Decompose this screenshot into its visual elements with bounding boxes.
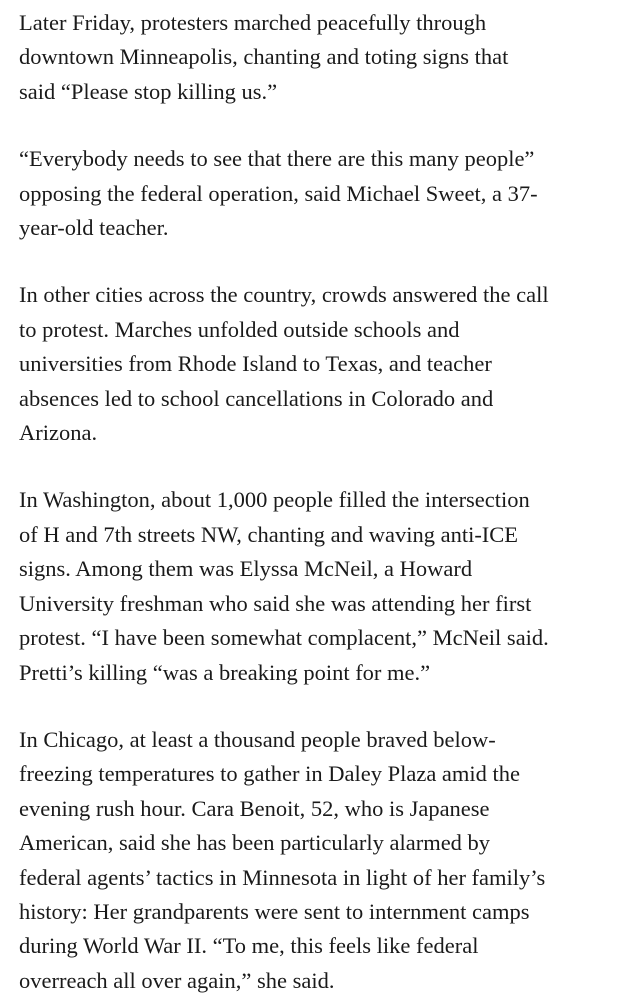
text-line: overreach all over again,” she said. bbox=[19, 967, 335, 993]
paragraph-4 bbox=[19, 483, 619, 689]
text-line: In other cities across the country, crowds answered the call bbox=[19, 282, 549, 308]
text-line: American, said she has been particularly alarmed by bbox=[19, 830, 491, 856]
text-line: University freshman who said she was attending her first bbox=[19, 590, 532, 616]
text-line: Pretti’s killing “was a breaking point for me.” bbox=[19, 659, 431, 685]
paragraph-2 bbox=[19, 142, 619, 245]
text-line: said “Please stop killing us.” bbox=[19, 78, 278, 104]
text-line: evening rush hour. Cara Benoit, 52, who is Japanese bbox=[19, 795, 490, 821]
text-line: history: Her grandparents were sent to internment camps bbox=[19, 898, 530, 924]
paragraph-3 bbox=[19, 278, 619, 450]
text-line: downtown Minneapolis, chanting and toting signs that bbox=[19, 44, 509, 70]
text-line: year-old teacher. bbox=[19, 215, 169, 241]
text-line: signs. Among them was Elyssa McNeil, a Howard bbox=[19, 556, 473, 582]
text-line: In Washington, about 1,000 people filled the intersection bbox=[19, 487, 530, 513]
paragraph-1 bbox=[19, 6, 619, 109]
text-line: opposing the federal operation, said Michael Sweet, a 37- bbox=[19, 180, 538, 206]
text-line: absences led to school cancellations in Colorado and bbox=[19, 385, 494, 411]
paragraph-5 bbox=[19, 723, 619, 998]
text-line: universities from Rhode Island to Texas, and teacher bbox=[19, 351, 492, 377]
text-line: “Everybody needs to see that there are this many people” bbox=[19, 146, 535, 172]
text-line: In Chicago, at least a thousand people braved below- bbox=[19, 726, 496, 752]
text-line: of H and 7th streets NW, chanting and waving anti-ICE bbox=[19, 521, 519, 547]
text-line: protest. “I have been somewhat complacent,” McNeil said. bbox=[19, 625, 549, 651]
text-line: federal agents’ tactics in Minnesota in light of her family’s bbox=[19, 864, 546, 890]
text-line: Later Friday, protesters marched peacefully through bbox=[19, 10, 487, 35]
text-line: Arizona. bbox=[19, 420, 98, 446]
text-line: freezing temperatures to gather in Daley Plaza amid the bbox=[19, 761, 521, 787]
text-line: to protest. Marches unfolded outside schools and bbox=[19, 316, 460, 342]
text-line: during World War II. “To me, this feels like federal bbox=[19, 933, 479, 959]
